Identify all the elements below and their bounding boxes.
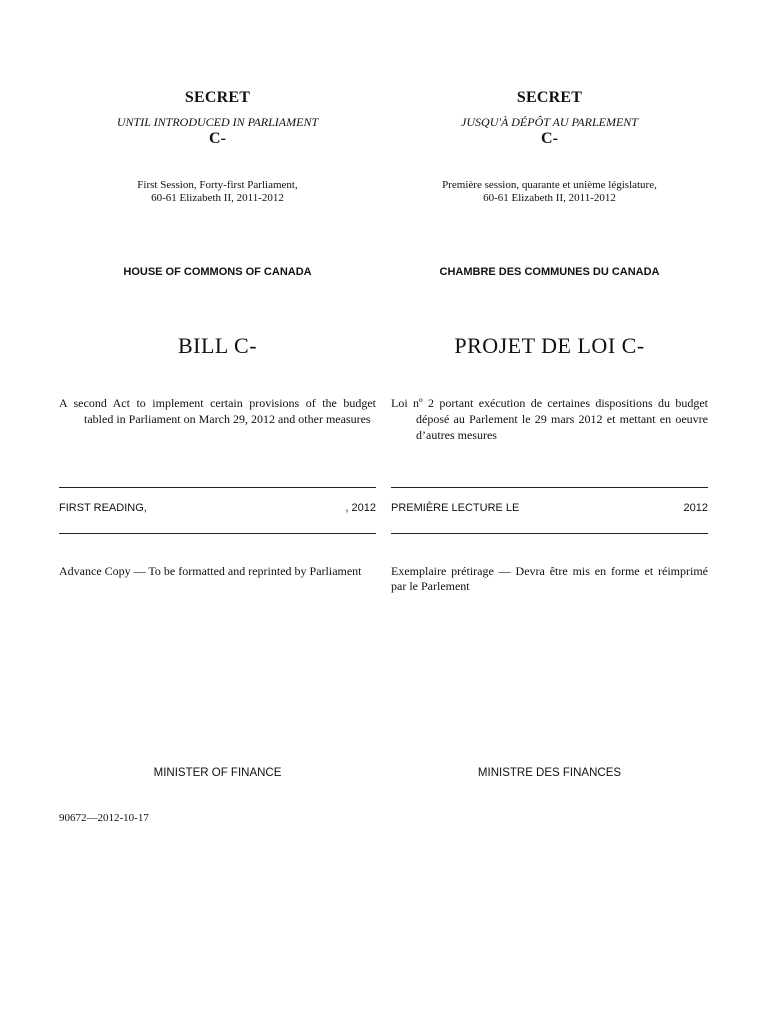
sponsoring-minister: MINISTER OF FINANCE	[153, 767, 282, 779]
secret-heading-fr: SECRET	[516, 89, 583, 106]
until-introduced-note: UNTIL INTRODUCED IN PARLIAMENT	[116, 115, 319, 129]
house-name: HOUSE OF COMMONS OF CANADA	[123, 266, 312, 278]
until-introduced-note-fr: JUSQU'À DÉPÔT AU PARLEMENT	[461, 115, 638, 129]
document-code: 90672—2012-10-17	[59, 812, 149, 824]
session-info	[59, 179, 376, 205]
bill-number-placeholder-fr: C-	[541, 130, 558, 147]
divider-top	[59, 487, 376, 488]
first-reading-line	[59, 502, 376, 514]
long-title: A second Act to implement certain provisions of the budget tabled in Parliament on March 29, 2012 and other measures	[59, 396, 376, 426]
first-reading-date-fr: 2012	[683, 502, 708, 514]
advance-copy-note: Advance Copy — To be formatted and reprinted by Parliament	[59, 564, 362, 578]
divider-bottom	[59, 533, 376, 534]
long-title-fr: Loi nº 2 portant exécution de certaines dispositions du budget déposé au Parlement le 29 mars 2012 et mettant en oeuvre d’autres mesures	[391, 396, 708, 442]
advance-copy-note-fr: Exemplaire prétirage — Devra être mis en forme et réimprimé par le Parlement	[391, 564, 708, 593]
french-column	[391, 0, 708, 1024]
bill-title-fr: PROJET DE LOI C-	[454, 333, 645, 358]
session-line-1-fr: Première session, quarante et unième législature,	[442, 179, 657, 191]
house-name-fr: CHAMBRE DES COMMUNES DU CANADA	[439, 266, 660, 278]
first-reading-line-fr	[391, 502, 708, 514]
first-reading-label-fr: PREMIÈRE LECTURE LE	[391, 502, 520, 514]
secret-heading: SECRET	[184, 89, 251, 106]
session-info-fr	[391, 179, 708, 205]
sponsoring-minister-fr: MINISTRE DES FINANCES	[477, 767, 622, 779]
english-column	[59, 0, 376, 1024]
bill-number-placeholder: C-	[209, 130, 226, 147]
session-line-2-fr: 60-61 Elizabeth II, 2011-2012	[483, 192, 616, 204]
divider-bottom-fr	[391, 533, 708, 534]
first-reading-date: , 2012	[345, 502, 376, 514]
first-reading-label: FIRST READING,	[59, 502, 147, 514]
divider-top-fr	[391, 487, 708, 488]
session-line-1: First Session, Forty-first Parliament,	[137, 179, 298, 191]
session-line-2: 60-61 Elizabeth II, 2011-2012	[151, 192, 284, 204]
bill-title: BILL C-	[177, 333, 258, 358]
